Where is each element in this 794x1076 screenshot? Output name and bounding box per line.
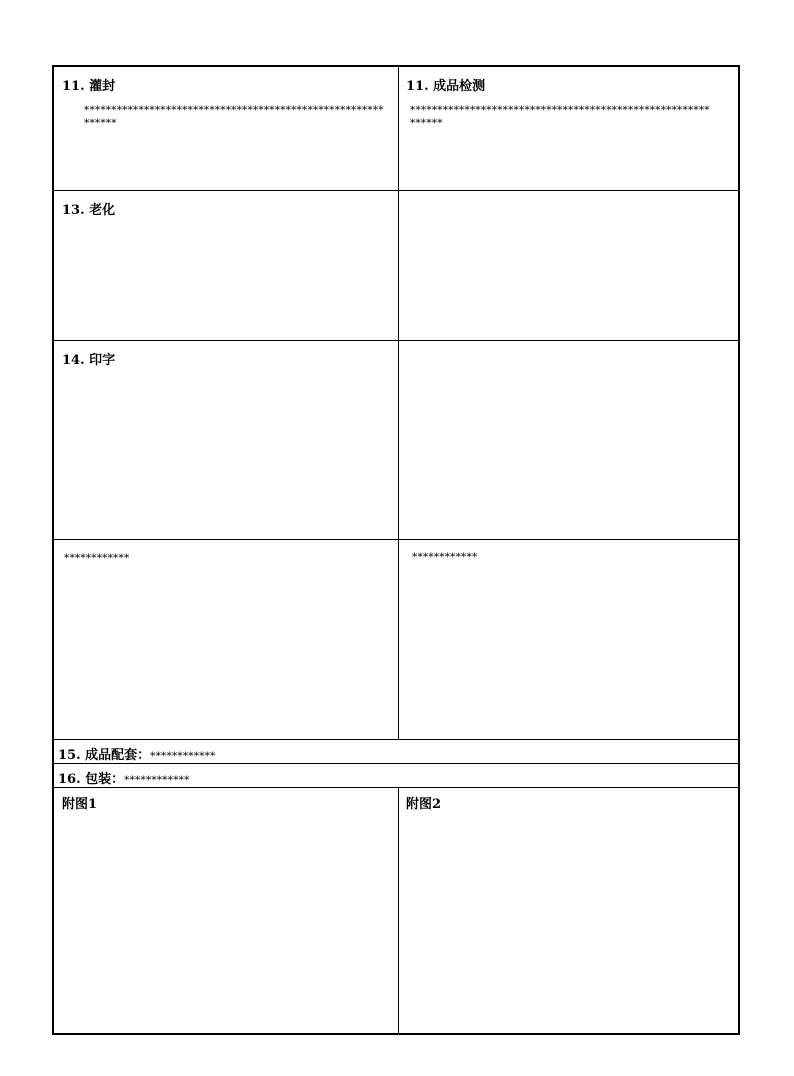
- cell-printing-right: [399, 341, 738, 539]
- printing-label: 14. 印字: [62, 353, 116, 368]
- process-form-table: [52, 65, 740, 1035]
- potting-content: *************************************************************: [84, 104, 384, 129]
- row-14: [54, 340, 738, 539]
- cell-packaging: [54, 764, 738, 787]
- cell-aging: [54, 191, 399, 340]
- blank-right-text: ************: [412, 551, 478, 563]
- aging-label: 13. 老化: [62, 203, 116, 218]
- product-kit-label: 15. 成品配套：: [58, 748, 151, 763]
- cell-product-test: [399, 67, 738, 190]
- cell-printing: [54, 341, 399, 539]
- product-kit-value: ************: [150, 750, 216, 762]
- figure-2-label: 附图2: [406, 797, 442, 812]
- row-15: [54, 739, 738, 763]
- cell-aging-right: [399, 191, 738, 340]
- row-11: [54, 67, 738, 190]
- row-blank: [54, 539, 738, 739]
- potting-label: 11. 灌封: [62, 79, 116, 94]
- cell-blank-left: [54, 540, 399, 739]
- blank-left-text: ************: [64, 552, 130, 564]
- row-figures: [54, 787, 738, 1033]
- cell-potting: [54, 67, 399, 190]
- packaging-label: 16. 包装：: [58, 772, 125, 787]
- figure-1-label: 附图1: [62, 797, 98, 812]
- cell-blank-right: [399, 540, 738, 739]
- packaging-value: ************: [124, 774, 190, 786]
- cell-figure-1: [54, 788, 399, 1033]
- product-test-content: *************************************************************: [410, 104, 710, 129]
- packaging-line: [58, 768, 190, 787]
- cell-figure-2: [399, 788, 738, 1033]
- cell-product-kit: [54, 740, 738, 763]
- row-16: [54, 763, 738, 787]
- product-test-label: 11. 成品检测: [406, 79, 486, 94]
- row-13: [54, 190, 738, 340]
- product-kit-line: [58, 744, 216, 763]
